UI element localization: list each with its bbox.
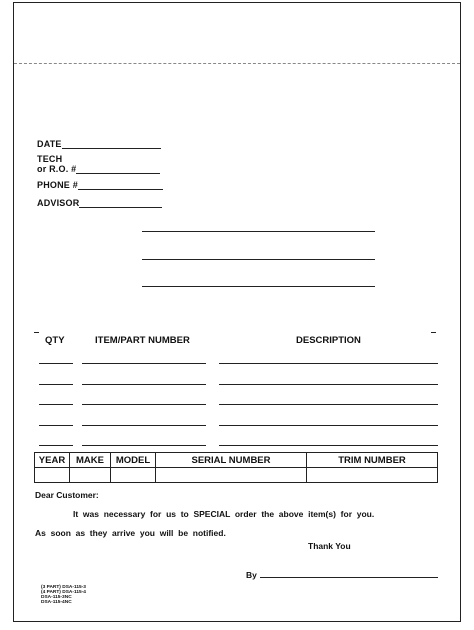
vehicle-entry-row [35,468,438,483]
address-line-2[interactable] [142,259,375,260]
model-header: MODEL [111,453,156,468]
corner-tick-left [34,332,39,333]
tech-field [37,154,160,174]
year-cell[interactable] [35,468,70,483]
qty-line[interactable] [39,404,73,405]
form-code: DSA-115-3NC [41,595,72,600]
date-input-line[interactable] [62,140,161,149]
trim-number-header: TRIM NUMBER [307,453,438,468]
qty-line[interactable] [39,363,73,364]
item-number-line[interactable] [82,445,206,446]
tech-label: TECH [37,154,63,164]
make-cell[interactable] [70,468,111,483]
address-line-1[interactable] [142,231,375,232]
date-label: DATE [37,139,62,149]
serial-number-cell[interactable] [156,468,307,483]
date-field [37,139,161,149]
phone-label: PHONE # [37,180,78,190]
description-header: DESCRIPTION [296,335,361,346]
signature-line[interactable] [260,577,438,578]
advisor-input-line[interactable] [79,199,162,208]
greeting: Dear Customer: [35,490,99,500]
serial-number-header: SERIAL NUMBER [156,453,307,468]
by-label: By [246,570,257,580]
vehicle-table [34,452,438,483]
phone-field [37,180,163,190]
make-header: MAKE [70,453,111,468]
advisor-field [37,198,162,208]
form-code: DSA-115-4NC [41,600,72,605]
phone-input-line[interactable] [78,181,163,190]
model-cell[interactable] [111,468,156,483]
advisor-label: ADVISOR [37,198,80,208]
vehicle-header-row [35,453,438,468]
tech-ro-input-line[interactable] [76,165,160,174]
form-code: (4 PART) DSA-115-4 [41,590,86,595]
item-number-line[interactable] [82,384,206,385]
item-number-line[interactable] [82,363,206,364]
perforation-line [14,63,460,64]
qty-header: QTY [45,335,65,346]
message-line-2: As soon as they arrive you will be notified. [35,528,226,538]
year-header: YEAR [35,453,70,468]
qty-line[interactable] [39,445,73,446]
item-number-line[interactable] [82,404,206,405]
description-line[interactable] [219,363,438,364]
description-line[interactable] [219,404,438,405]
qty-line[interactable] [39,384,73,385]
qty-line[interactable] [39,425,73,426]
item-header: ITEM/PART NUMBER [95,335,190,346]
thank-you: Thank You [308,541,351,551]
corner-tick-right [431,332,436,333]
ro-label: or R.O. # [37,164,77,174]
trim-number-cell[interactable] [307,468,438,483]
form-codes [41,585,86,605]
description-line[interactable] [219,445,438,446]
description-line[interactable] [219,384,438,385]
address-line-3[interactable] [142,286,375,287]
item-number-line[interactable] [82,425,206,426]
message-line-1: It was necessary for us to SPECIAL order the above item(s) for you. [73,509,375,519]
description-line[interactable] [219,425,438,426]
form-code: (3 PART) DSA-115-3 [41,585,86,590]
